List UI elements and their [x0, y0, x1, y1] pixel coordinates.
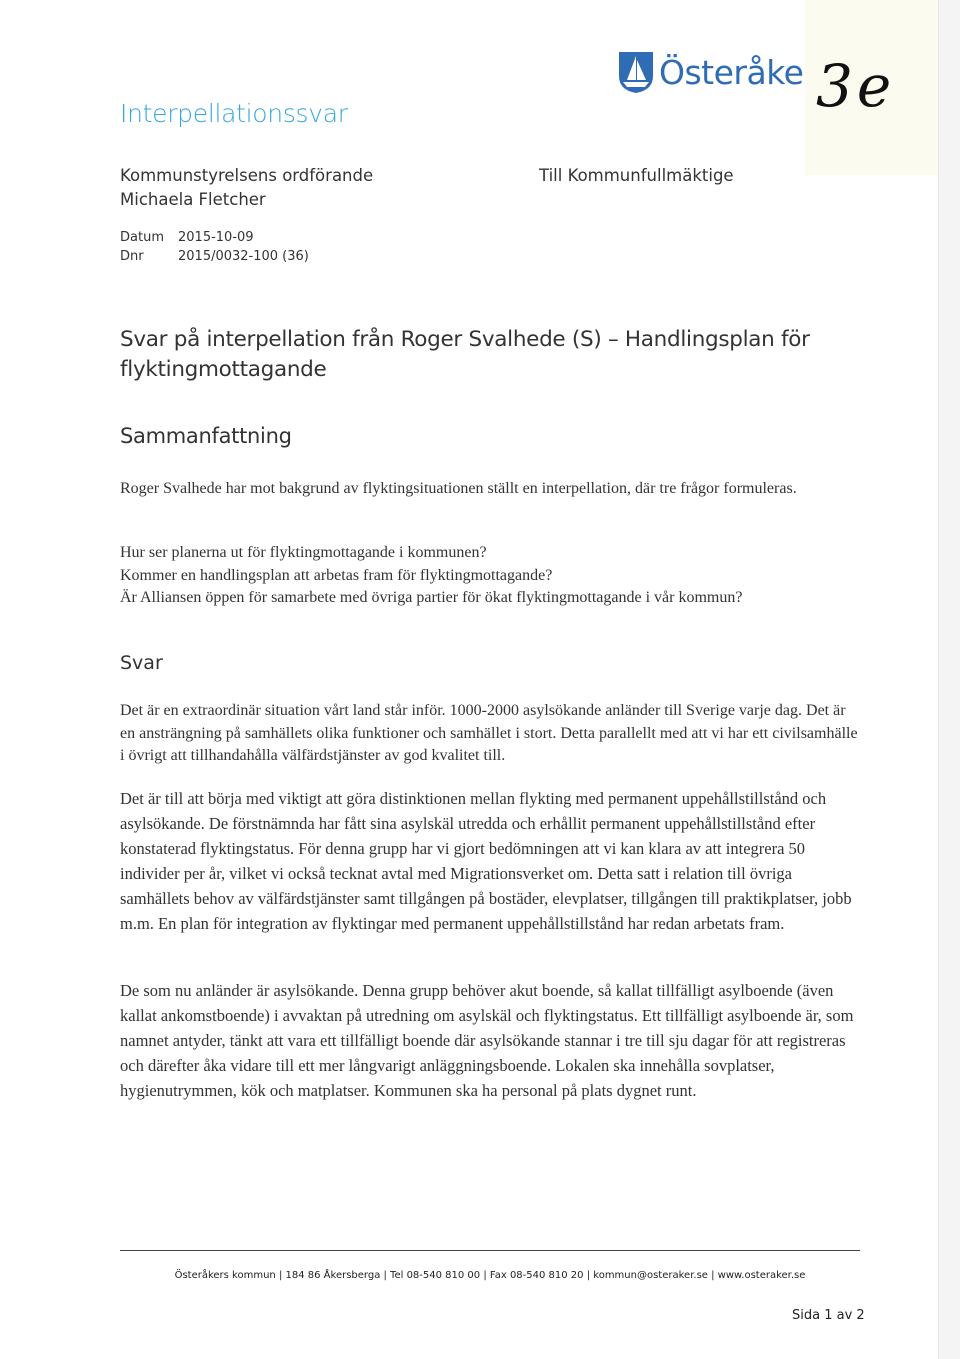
- footer-contact: Österåkers kommun | 184 86 Åkersberga | Tel 08-540 810 00 | Fax 08-540 810 20 | kommun@osteraker.se | www.osteraker.se: [174, 1270, 806, 1281]
- question-item: Är Alliansen öppen för samarbete med övriga partier för ökat flyktingmottagande i vår kommun?: [120, 589, 743, 606]
- summary-text: Roger Svalhede har mot bakgrund av flyktingsituationen ställt en interpellation, där tre frågor formuleras.: [120, 480, 797, 497]
- answer-paragraph: De som nu anländer är asylsökande. Denna grupp behöver akut boende, så kallat tillfälligt asylboende (även kallat ankomstboende) i avvaktan på utredning om asylskäl och flyktingstatus. Ett tillfälligt asylboende är, som namnet antyder, tänkt att vara ett tillfälligt boende där asylsökande stannar i tre till sju dagar för att registreras och därefter åka vidare till ett mer långvarigt anläggningsboende. Lokalen ska innehålla sovplatser, hygienutrymmen, kök och matplatser. Kommunen ska ha personal på plats dygnet runt.: [120, 981, 854, 1100]
- question-item: Kommer en handlingsplan att arbetas fram för flyktingmottagande?: [120, 566, 553, 584]
- document-meta: [120, 228, 309, 266]
- date-value: 2015-10-09: [178, 230, 254, 245]
- sailboat-shield-icon: [617, 50, 655, 94]
- sender-block: [120, 164, 373, 212]
- sender-role: Kommunstyrelsens ordförande: [120, 166, 374, 185]
- answer-paragraph: Det är till att börja med viktigt att göra distinktionen mellan flykting med permanent uppehållstillstånd och asylsökande. De förstnämnda har fått sina asylskäl utredda och erhållit permanent uppehållstillstånd efter konstaterad flyktingstatus. För denna grupp har vi gjort bedömningen att vi kan klara av att integrera 50 individer per år, vilket vi också tecknat avtal med Migrationsverket om. Detta satt i relation till övriga samhällets behov av välfärdstjänster samt tillgången på bostäder, elevplatser, tillgången till praktikplatser, jobb m.m. En plan för integration av flyktingar med permanent uppehållstillstånd har redan arbetats fram.: [120, 789, 852, 933]
- date-label: Datum: [120, 230, 164, 245]
- osteraker-logo: [617, 48, 803, 96]
- summary-heading: Sammanfattning: [120, 424, 292, 448]
- question-item: Hur ser planerna ut för flyktingmottagande i kommunen?: [120, 544, 487, 561]
- sender-name: Michaela Fletcher: [120, 190, 266, 209]
- scan-edge: [938, 0, 960, 1359]
- answer-heading: Svar: [120, 652, 163, 674]
- reference-value: 2015/0032-100 (36): [178, 249, 309, 264]
- logo-wordmark: Österåke: [659, 52, 804, 92]
- question-list: [120, 542, 860, 610]
- handwritten-annotation: 3e: [816, 52, 896, 120]
- recipient: Till Kommunfullmäktige: [539, 166, 734, 185]
- document-type: Interpellationssvar: [120, 99, 348, 128]
- answer-paragraph: Det är en extraordinär situation vårt land står inför. 1000-2000 asylsökande anländer till Sverige varje dag. Det är en ansträngning på samhällets olika funktioner och samhället i stort. Detta parallellt med att vi har ett civilsamhälle i övrigt att tillhandahålla välfärdstjänster av god kvalitet till.: [120, 702, 858, 764]
- footer-divider: [120, 1250, 860, 1251]
- page-number: Sida 1 av 2: [792, 1308, 865, 1323]
- reference-label: Dnr: [120, 249, 144, 264]
- document-title: Svar på interpellation från Roger Svalhede (S) – Handlingsplan för flyktingmottagande: [120, 327, 810, 382]
